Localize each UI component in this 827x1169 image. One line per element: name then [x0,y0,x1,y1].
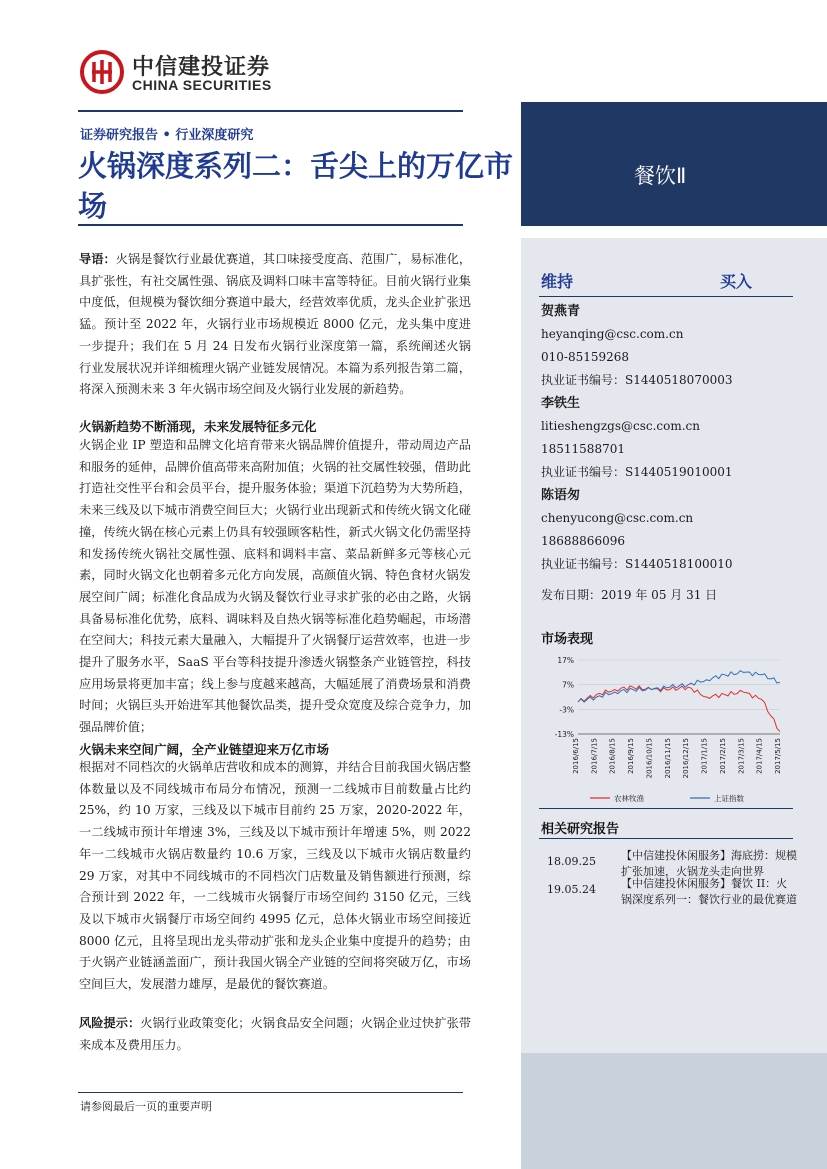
x-tick-label: 2016/10/15 [645,738,654,779]
logo-text-en: CHINA SECURITIES [132,77,272,93]
x-tick-label: 2017/3/15 [737,738,746,774]
title-divider [78,224,463,226]
related-heading: 相关研究报告 [541,822,620,837]
x-tick-label: 2016/7/15 [590,738,599,774]
intro-lead: 导语： [79,252,116,266]
analyst-phone: 18688866096 [541,534,625,548]
series-line [578,671,780,702]
y-tick-label: 7% [562,680,574,690]
x-tick-label: 2017/1/15 [700,738,709,774]
report-title: 火锅深度系列二：舌尖上的万亿市场 [78,149,514,223]
intro-text: 火锅是餐饮行业最优赛道，其口味接受度高、范围广，易标准化，具扩张性，有社交属性强、锅底及调料口味丰富等特征。目前火锅行业集中度低，但规模为餐饮细分赛道中最大，经营效率优质，龙头企业扩张迅猛。预计至 2022 年，火锅行业市场规模近 8000 亿元，龙头集中度进一步提升；我们在 5 月 24 日发布火锅行业深度第一篇，系统阐述火锅行业发展状况并详细梳理火锅产业链发展情况。本篇为系列报告第二篇，将深入预测未来 3 年火锅市场空间及火锅行业发展的新趋势。 [79,252,472,397]
x-tick-label: 2017/4/15 [755,738,764,774]
publish-date-value: 2019 年 05 月 31 日 [601,588,718,602]
analyst-phone: 18511588701 [541,442,625,456]
company-logo [80,48,290,96]
analyst-cert [541,369,801,392]
x-tick-label: 2016/9/15 [627,738,636,774]
cert-label: 执业证书编号： [541,465,626,479]
cert-label: 执业证书编号： [541,373,626,387]
section-paragraph: 根据对不同档次的火锅单店营收和成本的测算，并结合目前我国火锅店整体数量以及不同线城市布局分布情况，预测一二线城市目前数量占比约 25%，约 10 万家，三线及以下城市目前约 25 万家，2020-2022 年，一二线城市预计年增速 3%，三线及以下城市预计年增速 5%，则 2022 年一二线城市火锅店数量约 10.6 万家，三线及以下城市火锅店数量约 29 万家，对其中不同线城市的不同档次门店数量及销售额进行预测，综合预计到 2022 年，一二线城市火锅餐厅市场空间约 3150 亿元，三线及以下城市火锅餐厅市场空间约 4995 亿元，总体火锅业市场空间接近 8000 亿元，且将呈现出龙头带动扩张和龙头企业集中度提升的趋势；由于火锅产业链涵盖面广，预计我国火锅全产业链的空间将突破万亿，市场空间巨大，发展潜力雄厚，是最优的餐饮赛道。 [79,760,471,992]
rating-action: 维持 [541,272,574,291]
analyst-name: 李铁生 [541,396,581,411]
section-paragraph: 火锅企业 IP 塑造和品牌文化培育带来火锅品牌价值提升，带动周边产品和服务的延伸，品牌价值高带来高附加值；火锅的社交属性较强，借助此打造社交性平台和会员平台，提升服务体验；渠道下沉趋势为大势所趋，未来三线及以下城市消费空间巨大；火锅行业出现新式和传统火锅文化碰撞，传统火锅在核心元素上仍具有较强顾客粘性，新式火锅文化仍需坚持和发扬传统火锅社交属性强、底料和调料丰富、菜品新鲜多元等核心元素，同时火锅文化也朝着多元化方向发展，高颜值火锅、特色食材火锅发展空间广阔；标准化食品成为火锅及餐饮行业寻求扩张的必由之路，火锅具备易标准化优势，底料、调味料及自热火锅等标准化趋势崛起，市场潜在空间大；科技元素大量融入，大幅提升了火锅餐厅运营效率，也进一步提升了服务水平，SaaS 平台等科技提升渗透火锅整条产业链管控，科技应用场景将更加丰富；线上参与度越来越高，大幅延展了消费场景和消费时间；火锅巨头开始进军其他餐饮品类，提升受众宽度及综合竞争力，加强品牌价值； [79,438,471,735]
analyst-name: 陈语匆 [541,488,581,503]
related-divider [539,838,793,839]
risk-paragraph [79,1013,471,1056]
section-title: 火锅未来空间广阔，全产业链望迎来万亿市场 [79,742,330,757]
analyst-card [541,301,801,392]
related-report-title[interactable]: 【中信建投休闲服务】海底捞：规模扩张加速，火锅龙头走向世界 [621,849,797,878]
market-heading: 市场表现 [541,632,594,647]
analyst-email[interactable]: heyanqing@csc.com.cn [541,327,684,341]
legend-label: 农林牧渔 [614,794,644,803]
logo-text-cn: 中信建投证券 [132,55,271,80]
analyst-cert [541,553,801,576]
risk-lead: 风险提示： [79,1016,141,1030]
risk-text: 火锅行业政策变化；火锅食品安全问题；火锅企业过快扩张带来成本及费用压力。 [79,1016,472,1052]
publish-date [541,586,717,603]
rating-divider [539,296,793,297]
analyst-phone: 010-85159268 [541,350,630,364]
sector-label: 餐饮Ⅱ [634,164,687,188]
cert-number: S1440519010001 [625,465,733,479]
y-tick-label: -13% [554,730,574,739]
x-tick-label: 2016/11/15 [663,738,672,779]
logo-mark-icon [80,50,124,94]
y-tick-label: 17% [557,656,574,665]
report-series: 证券研究报告 • 行业深度研究 [80,128,254,143]
cert-number: S1440518070003 [625,373,733,387]
market-chart-svg [540,650,795,808]
cert-label: 执业证书编号： [541,557,626,571]
intro-paragraph [79,249,471,401]
related-report-item[interactable] [547,876,797,910]
section-title: 火锅新趋势不断涌现，未来发展特征多元化 [79,419,317,434]
cert-number: S1440518100010 [625,557,733,571]
sector-box [521,102,827,226]
x-tick-label: 2016/8/15 [608,738,617,774]
related-report-title[interactable]: 【中信建投休闲服务】餐饮 II：火锅深度系列一：餐饮行业的最优赛道 [621,877,797,906]
analyst-card [541,393,801,484]
x-tick-label: 2016/12/15 [682,738,691,779]
x-tick-label: 2017/2/15 [718,738,727,774]
related-report-date: 19.05.24 [547,883,596,896]
footer-note: 请参阅最后一页的重要声明 [80,1100,212,1113]
legend-label: 上证指数 [714,794,744,803]
related-report-date: 18.09.25 [547,855,596,868]
analyst-cert [541,461,801,484]
y-tick-label: -3% [559,705,574,715]
analyst-name: 贺燕青 [541,304,581,319]
footer-divider [78,1092,463,1093]
analyst-email[interactable]: litieshengzgs@csc.com.cn [541,419,700,433]
series-line [578,686,780,732]
rating-value: 买入 [720,272,753,291]
analyst-email[interactable]: chenyucong@csc.com.cn [541,511,694,525]
sidebar-bottom-band [521,1053,827,1169]
publish-date-label: 发布日期： [541,588,602,602]
analyst-card [541,485,801,576]
x-tick-label: 2016/6/15 [572,738,580,774]
x-tick-label: 2017/5/15 [774,738,782,774]
header-divider [78,110,463,112]
market-chart [540,650,795,820]
chart-divider [539,808,793,809]
